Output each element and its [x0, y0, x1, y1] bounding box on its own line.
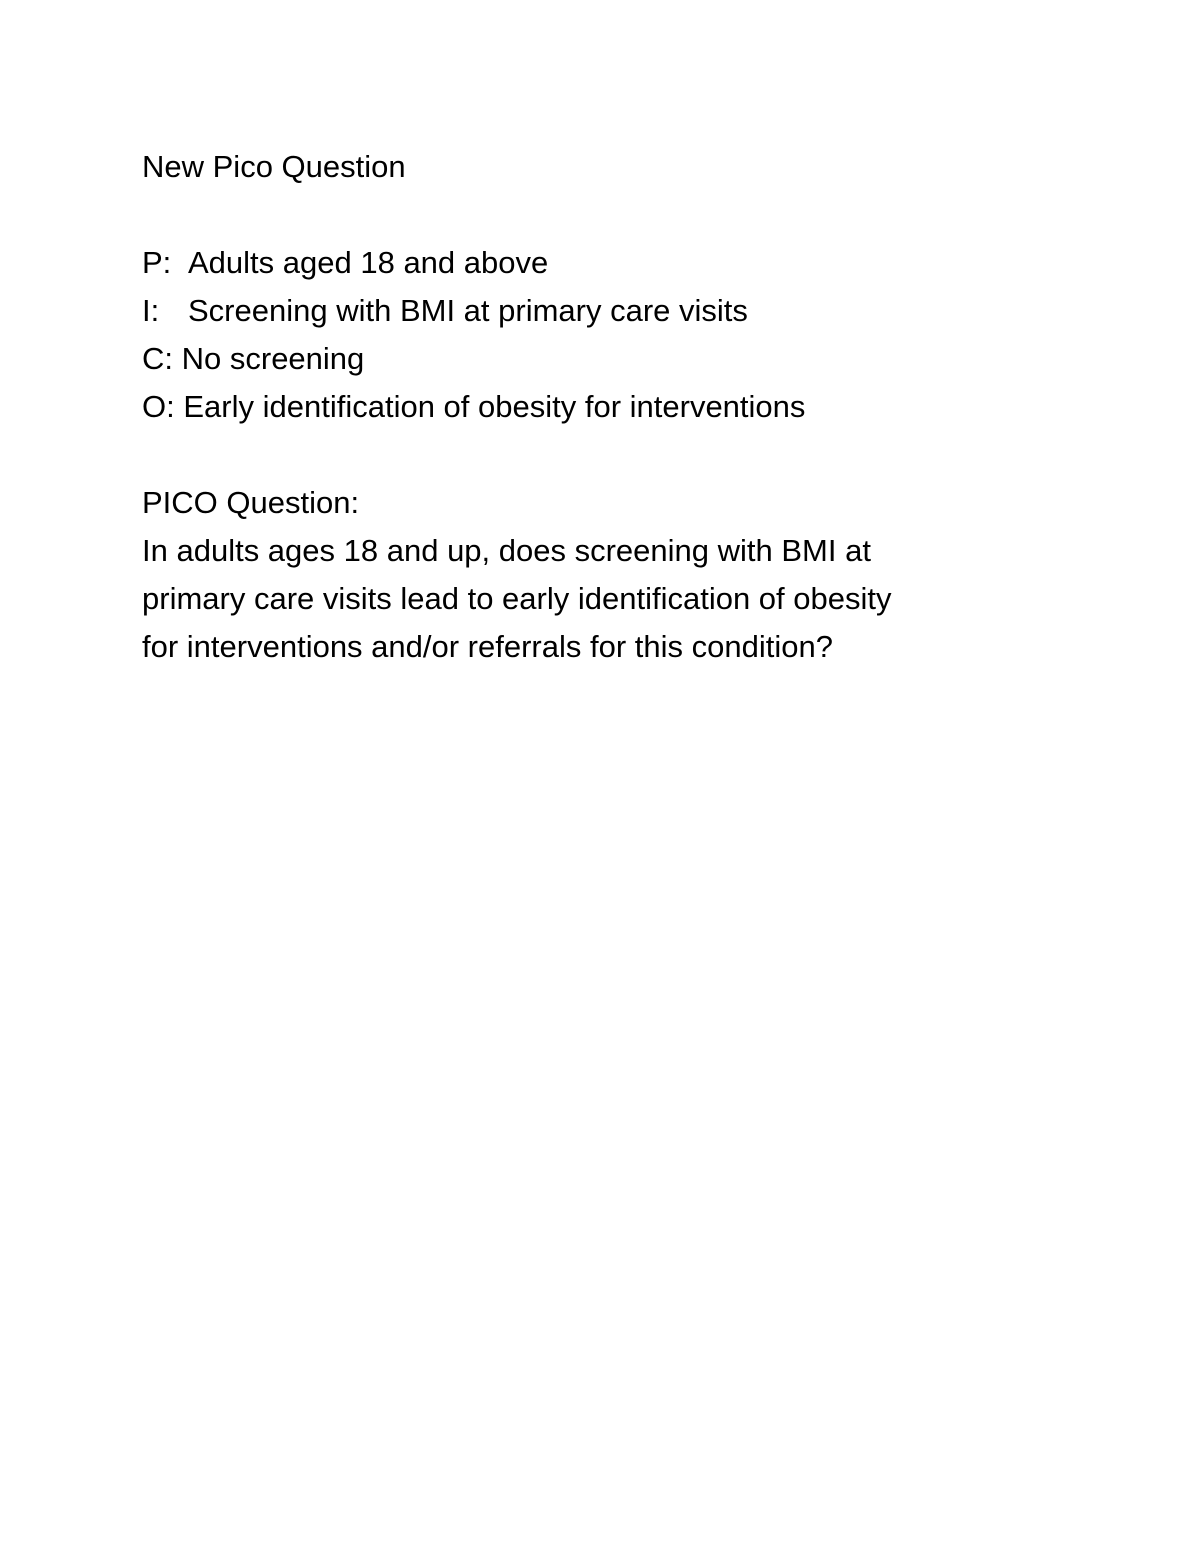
- pico-question-heading: PICO Question:: [142, 485, 360, 520]
- pico-question-line-3: for interventions and/or referrals for this condition?: [142, 629, 833, 664]
- pico-comparison-label: C:: [142, 341, 173, 376]
- pico-intervention-line: [142, 287, 1082, 335]
- pico-intervention-label: I:: [142, 293, 160, 328]
- spacer: [142, 191, 1082, 239]
- pico-question-line-2: primary care visits lead to early identification of obesity: [142, 581, 892, 616]
- pico-outcome-line: [142, 383, 1082, 431]
- pico-comparison-line: [142, 335, 1082, 383]
- pico-outcome-label: O:: [142, 389, 175, 424]
- pico-population-label: P:: [142, 245, 172, 280]
- document-heading: New Pico Question: [142, 149, 406, 184]
- pico-intervention-text: Screening with BMI at primary care visits: [188, 293, 748, 328]
- pico-outcome-text: Early identification of obesity for interventions: [183, 389, 806, 424]
- pico-comparison-text: No screening: [181, 341, 365, 376]
- pico-population-text: Adults aged 18 and above: [188, 245, 549, 280]
- spacer: [142, 431, 1082, 479]
- document-content: [142, 143, 1082, 671]
- pico-population-line: [142, 239, 1082, 287]
- pico-question-line-1: In adults ages 18 and up, does screening with BMI at: [142, 533, 871, 568]
